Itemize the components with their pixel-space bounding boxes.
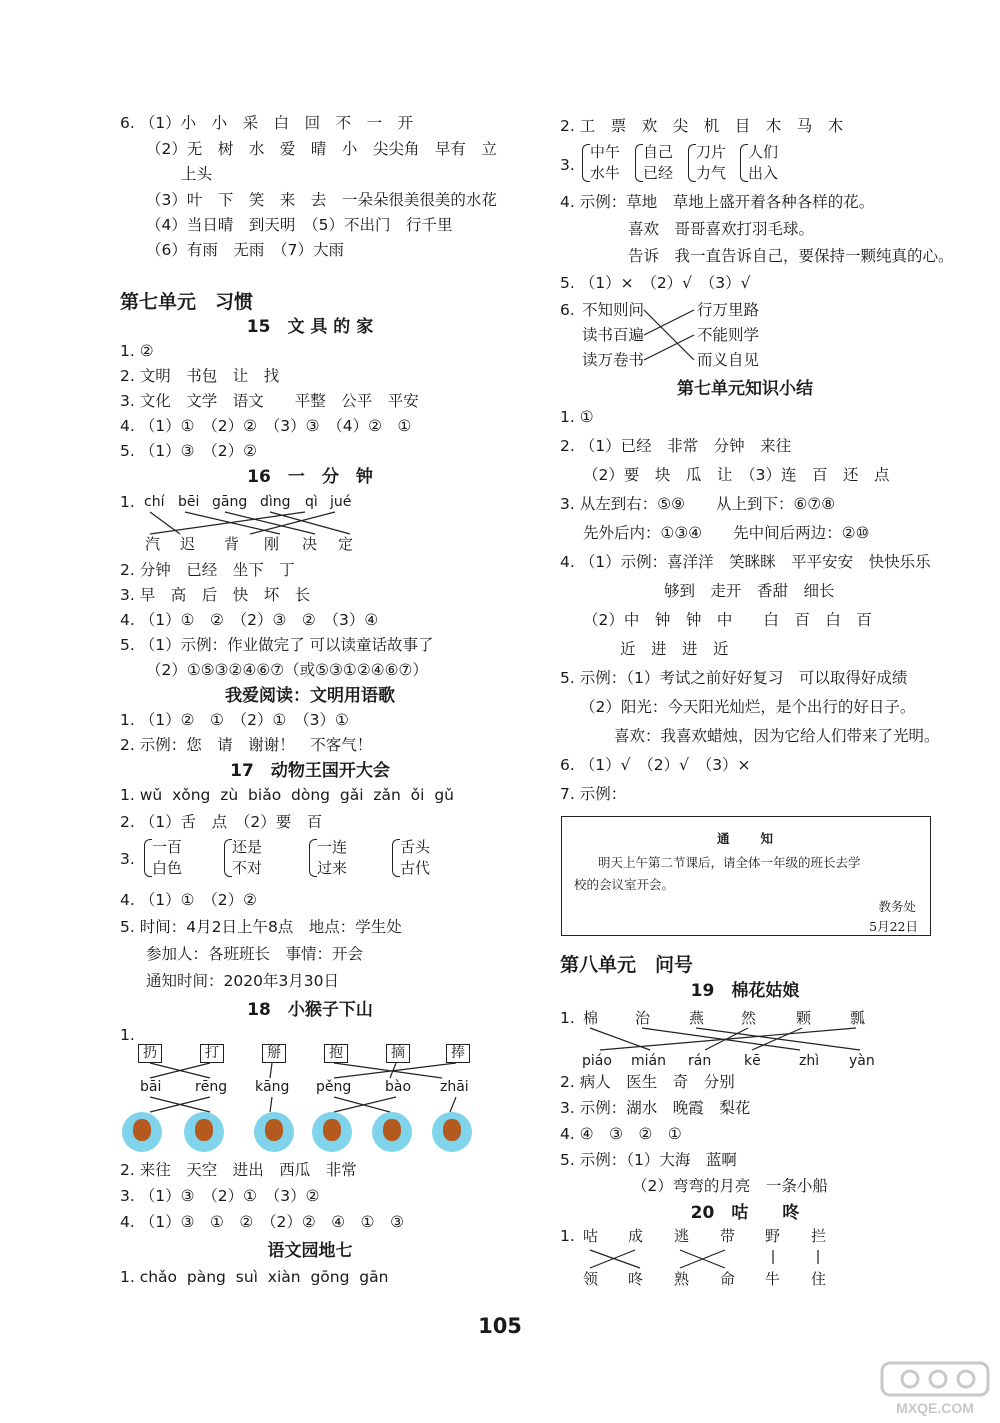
l19-pinyin: rán [688, 1053, 712, 1069]
l18-q4: 4. （1）③ ① ② （2）② ④ ① ③ [120, 1213, 404, 1231]
notice-title: 通 知 [716, 831, 775, 846]
l19-pinyin: piáo [582, 1053, 612, 1069]
r-q3-item: 刀片 [696, 143, 727, 161]
yuwen-q1: 1. chǎo pàng suì xiàn gōng gān [120, 1268, 389, 1286]
watermark-logo [880, 1361, 990, 1419]
l18-char-box: 摘 [386, 1044, 410, 1063]
l19-char: 然 [741, 1009, 757, 1027]
q6-line3: 上头 [181, 165, 213, 183]
l19-char: 治 [635, 1009, 651, 1027]
l20-q1-label: 1. [560, 1227, 575, 1245]
l16-pinyin: bēi [178, 494, 200, 510]
sum7-q5: 5. 示例：（1）考试之前好好复习 可以取得好成绩 [560, 669, 908, 687]
r-q4-3: 告诉 我一直告诉自己，要保持一颗纯真的心。 [628, 247, 954, 265]
sum7-q5-3: 喜欢：我喜欢蜡烛，因为它给人们带来了光明。 [614, 727, 940, 745]
r-q5: 5. （1）× （2）√ （3）√ [560, 274, 751, 292]
reading-q2: 2. 示例：您 请 谢谢！ 不客气！ [120, 736, 373, 754]
r-q4: 4. 示例：草地 草地上盛开着各种各样的花。 [560, 193, 875, 211]
l20-bottom-char: 命 [720, 1270, 736, 1288]
lesson17-title: 17 动物王国开大会 [230, 761, 390, 781]
r-q6-right: 而义自见 [697, 351, 760, 369]
monkey-image [312, 1112, 352, 1152]
l15-q1: 1. ② [120, 342, 154, 360]
l15-q3: 3. 文化 文学 语文 平整 公平 平安 [120, 392, 419, 410]
sum7-q5-2: （2）阳光：今天阳光灿烂，是个出行的好日子。 [580, 698, 916, 716]
l16-q3: 3. 早 高 后 快 坏 长 [120, 586, 311, 604]
l19-match-lines [580, 1026, 880, 1052]
l18-match-lines-top [140, 1062, 480, 1080]
l16-pinyin: gāng [212, 494, 248, 510]
r-q2: 2. 工 票 欢 尖 机 目 木 马 木 [560, 117, 844, 135]
reading-q1: 1. （1）② ① （2）① （3）① [120, 711, 349, 729]
l17-q3-item: 古代 [400, 859, 431, 877]
r-q6-label: 6. [560, 301, 575, 319]
sum7-q7: 7. 示例： [560, 785, 627, 803]
l18-q3: 3. （1）③ （2）① （3）② [120, 1187, 320, 1205]
r-q6-left: 读书百遍 [582, 326, 645, 344]
notice-body: 明天上午第二节课后，请全体一年级的班长去学 [598, 855, 861, 870]
l20-bottom-char: 咚 [628, 1270, 644, 1288]
page-number: 105 [478, 1314, 522, 1338]
unit7-heading: 第七单元 习惯 [120, 291, 254, 313]
sum7-q6: 6. （1）√ （2）√ （3）× [560, 756, 751, 774]
l20-bottom-char: 住 [811, 1270, 827, 1288]
unit8-heading: 第八单元 问号 [560, 954, 694, 976]
l17-q3-item: 一连 [317, 838, 348, 856]
l17-q3-item: 一百 [152, 838, 183, 856]
monkey-image [372, 1112, 412, 1152]
l19-char: 瓢 [850, 1009, 866, 1027]
l20-top-char: 成 [628, 1227, 644, 1245]
l17-q3-item: 不对 [232, 859, 263, 877]
notice-body: 校的会议室开会。 [574, 877, 675, 892]
l16-char: 决 [302, 535, 318, 553]
l17-q3-item: 还是 [232, 838, 263, 856]
q6-line4: （3）叶 下 笑 来 去 一朵朵很美很美的水花 [146, 191, 497, 209]
reading-title: 我爱阅读：文明用语歌 [225, 686, 395, 706]
l19-q5: 5. 示例：（1）大海 蓝啊 [560, 1151, 737, 1169]
monkey-image [432, 1112, 472, 1152]
r-q3-item: 中午 [590, 143, 621, 161]
l18-char-box: 掰 [262, 1044, 286, 1063]
lesson18-title: 18 小猴子下山 [247, 1000, 373, 1020]
l19-q2: 2. 病人 医生 奇 分别 [560, 1073, 735, 1091]
sum7-q2-2: （2）要 块 瓜 让 （3）连 百 还 点 [583, 466, 890, 484]
l20-match-lines [580, 1246, 830, 1272]
l15-q2: 2. 文明 书包 让 找 [120, 367, 280, 385]
monkey-image [122, 1112, 162, 1152]
r-q3-group [696, 142, 726, 184]
l16-char: 背 [224, 535, 240, 553]
l17-q5: 5. 时间：4月2日上午8点 地点：学生处 [120, 918, 402, 936]
r-q3-item: 自己 [643, 143, 674, 161]
sum7-q2: 2. （1）已经 非常 分钟 来往 [560, 437, 792, 455]
r-q6-match-lines [642, 300, 698, 366]
sum7-q4-3: （2）中 钟 钟 中 白 百 白 百 [583, 611, 872, 629]
l15-q4: 4. （1）① （2）② （3）③ （4）② ① [120, 417, 412, 435]
l20-top-char: 带 [720, 1227, 736, 1245]
q6-line2: （2）无 树 水 爱 晴 小 尖尖角 早有 立 [146, 140, 497, 158]
l18-char-box: 捧 [446, 1044, 470, 1063]
r-q6-left: 读万卷书 [582, 351, 645, 369]
l19-char: 颗 [796, 1009, 812, 1027]
l16-pinyin: jué [330, 494, 352, 510]
l20-top-char: 野 [765, 1227, 781, 1245]
sum7-q3: 3. 从左到右：⑤⑨ 从上到下：⑥⑦⑧ [560, 495, 836, 513]
l18-pinyin: rēng [195, 1079, 228, 1095]
l18-pinyin: bāi [140, 1079, 162, 1095]
l16-char: 汽 [145, 535, 161, 553]
notice-date: 5月22日 [869, 919, 918, 934]
l20-top-char: 拦 [811, 1227, 827, 1245]
l16-q5-2: （2）①⑤③②④⑥⑦（或⑤③①②④⑥⑦） [146, 661, 428, 679]
l19-q3: 3. 示例：湖水 晚霞 梨花 [560, 1099, 751, 1117]
r-q3-item: 力气 [696, 164, 727, 182]
notice-box [561, 816, 931, 936]
l17-q3-group [400, 837, 430, 879]
r-q3-group [643, 142, 673, 184]
r-q3-item: 水牛 [590, 164, 621, 182]
l19-q1-label: 1. [560, 1009, 575, 1027]
yuwen-title: 语文园地七 [267, 1241, 353, 1261]
l20-bottom-char: 熟 [674, 1270, 690, 1288]
l19-pinyin: yàn [849, 1053, 875, 1069]
sum7-q4: 4. （1）示例：喜洋洋 笑眯眯 平平安安 快快乐乐 [560, 553, 931, 571]
r-q3-item: 出入 [748, 164, 779, 182]
l18-char-box: 打 [200, 1044, 224, 1063]
l18-char-box: 抱 [324, 1044, 348, 1063]
q6-line6: （6）有雨 无雨 （7）大雨 [146, 241, 344, 259]
l16-pinyin: dìng [260, 494, 291, 510]
l19-pinyin: zhì [799, 1053, 820, 1069]
l17-q5-3: 通知时间：2020年3月30日 [146, 972, 340, 990]
l16-char: 刚 [264, 535, 280, 553]
l16-pinyin: chí [144, 494, 165, 510]
l17-q3-item: 过来 [317, 859, 348, 877]
l19-char: 燕 [689, 1009, 705, 1027]
q6-line5: （4）当日晴 到天明 （5）不出门 行千里 [146, 216, 453, 234]
l18-pinyin: bào [385, 1079, 412, 1095]
l19-pinyin: mián [631, 1053, 666, 1069]
lesson19-title: 19 棉花姑娘 [690, 981, 800, 1001]
l20-top-char: 咕 [583, 1227, 599, 1245]
r-q4-2: 喜欢 哥哥喜欢打羽毛球。 [628, 220, 815, 238]
sum7-q4-4: 近 进 进 近 [620, 640, 729, 658]
lesson20-title: 20 咕 咚 [690, 1203, 800, 1223]
l16-pinyin: qì [305, 494, 318, 510]
r-q6-left: 不知则问 [582, 301, 645, 319]
l16-q4: 4. （1）① ② （2）③ ② （3）④ [120, 611, 379, 629]
unit7-summary-title: 第七单元知识小结 [677, 379, 813, 399]
r-q3-group [748, 142, 778, 184]
l19-pinyin: kē [744, 1053, 761, 1069]
r-q3-item: 人们 [748, 143, 779, 161]
l18-char-box: 扔 [138, 1044, 162, 1063]
l18-pinyin: pěng [316, 1079, 352, 1095]
lesson15-title: 15 文 具 的 家 [246, 317, 374, 337]
l16-char: 迟 [180, 535, 196, 553]
l17-q3-group [152, 837, 182, 879]
r-q6-right: 不能则学 [697, 326, 760, 344]
l17-q2: 2. （1）舌 点 （2）要 百 [120, 813, 323, 831]
q6-line1: 6. （1）小 小 采 白 回 不 一 开 [120, 114, 414, 132]
sum7-q3-2: 先外后内：①③④ 先中间后两边：②⑩ [583, 524, 870, 542]
l18-q2: 2. 来往 天空 进出 西瓜 非常 [120, 1161, 357, 1179]
lesson16-title: 16 一 分 钟 [247, 467, 373, 487]
l19-char: 棉 [583, 1009, 599, 1027]
watermark-text: MXQE.COM [896, 1400, 974, 1416]
l16-q1-label: 1. [120, 493, 135, 511]
l16-q2: 2. 分钟 已经 坐下 丁 [120, 561, 295, 579]
r-q6-right: 行万里路 [697, 301, 760, 319]
l16-q5: 5. （1）示例：作业做完了 可以读童话故事了 [120, 636, 434, 654]
l17-q3-item: 舌头 [400, 838, 431, 856]
l20-bottom-char: 领 [583, 1270, 599, 1288]
l18-pinyin: zhāi [440, 1079, 469, 1095]
l17-q3-group [232, 837, 262, 879]
l18-q1-label: 1. [120, 1026, 135, 1044]
l17-q3-label: 3. [120, 850, 135, 868]
l19-q4: 4. ④ ③ ② ① [560, 1125, 682, 1143]
monkey-image [254, 1112, 294, 1152]
monkey-image [184, 1112, 224, 1152]
l17-q4: 4. （1）① （2）② [120, 891, 257, 909]
l20-top-char: 逃 [674, 1227, 690, 1245]
r-q3-item: 已经 [643, 164, 674, 182]
sum7-q4-2: 够到 走开 香甜 细长 [664, 582, 835, 600]
r-q3-group [590, 142, 620, 184]
l17-q3-item: 白色 [152, 859, 183, 877]
l16-char: 定 [338, 535, 354, 553]
l18-match-lines-bottom [140, 1096, 480, 1114]
sum7-q1: 1. ① [560, 408, 594, 426]
l17-q3-group [317, 837, 347, 879]
l17-q1: 1. wǔ xǒng zù biǎo dòng gǎi zǎn ǒi gǔ [120, 786, 454, 804]
l18-pinyin: kāng [255, 1079, 290, 1095]
l17-q5-2: 参加人：各班班长 事情：开会 [146, 945, 364, 963]
l20-bottom-char: 牛 [765, 1270, 781, 1288]
l15-q5: 5. （1）③ （2）② [120, 442, 257, 460]
r-q3-label: 3. [560, 156, 575, 174]
l16-match-lines [140, 510, 360, 536]
notice-signer: 教务处 [878, 899, 916, 914]
l19-q5-2: （2）弯弯的月亮 一条小船 [632, 1177, 828, 1195]
